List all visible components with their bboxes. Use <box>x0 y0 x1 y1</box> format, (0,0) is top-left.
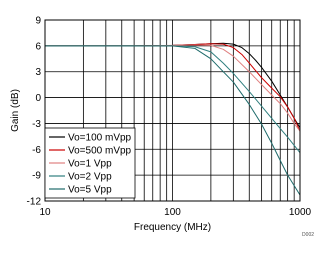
x-tick-label: 10 <box>39 207 51 218</box>
y-tick-label: 6 <box>35 41 41 53</box>
legend-label-5: Vo=5 Vpp <box>68 184 112 196</box>
y-tick-label: 9 <box>35 15 41 27</box>
y-tick-label: 0 <box>35 93 41 105</box>
x-axis-label: Frequency (MHz) <box>133 222 212 233</box>
legend-label-1: Vo=100 mVpp <box>68 132 132 144</box>
legend-label-2: Vo=500 mVpp <box>68 145 132 157</box>
y-axis-label: Gain (dB) <box>10 89 21 132</box>
y-tick-label: -6 <box>32 144 41 156</box>
x-tick-label: 100 <box>164 207 181 218</box>
y-tick-label: 3 <box>35 67 41 79</box>
legend-label-4: Vo=2 Vpp <box>68 171 112 183</box>
legend-label-3: Vo=1 Vpp <box>68 158 112 170</box>
x-tick-label: 1000 <box>288 207 312 218</box>
watermark-label: D002 <box>302 232 314 238</box>
y-tick-label: -3 <box>32 118 41 130</box>
y-tick-label: -12 <box>26 196 41 208</box>
y-tick-label: -9 <box>32 170 41 182</box>
legend <box>45 128 135 198</box>
